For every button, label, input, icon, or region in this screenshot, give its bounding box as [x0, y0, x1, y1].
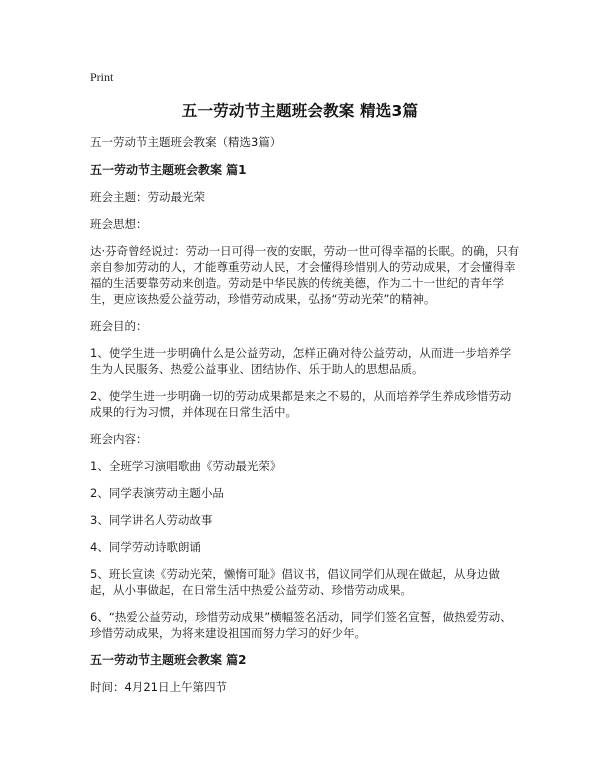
content-item: 1、全班学习演唱歌曲《劳动最光荣》 — [90, 459, 282, 473]
section-2-heading: 五一劳动节主题班会教案 篇2 — [90, 653, 247, 667]
meeting-thought-label: 班会思想： — [90, 217, 148, 231]
meeting-theme: 班会主题：劳动最光荣 — [90, 190, 205, 204]
meeting-content-label: 班会内容： — [90, 432, 148, 446]
content-item: 2、同学表演劳动主题小品 — [90, 486, 224, 500]
content-item: 6、“热爱公益劳动，珍惜劳动成果”横幅签名活动，同学们签名宣誓，做热爱劳动、珍惜劳动成果，为将来建设祖国而努力学习的好少年。 — [90, 610, 512, 640]
document-title: 五一劳动节主题班会教案 精选3篇 — [181, 102, 419, 120]
meeting-time: 时间：4月21日上午第四节 — [90, 680, 227, 694]
content-item: 5、班长宣读《劳动光荣，懒惰可耻》倡议书，倡议同学们从现在做起，从身边做起，从小事做起，在日常生活中热爱公益劳动、珍惜劳动成果。 — [90, 567, 500, 597]
goal-item: 1、使学生进一步明确什么是公益劳动，怎样正确对待公益劳动，从而进一步培养学生为人民服务、热爱公益事业、团结协作、乐于助人的思想品质。 — [90, 346, 512, 376]
goal-item: 2、使学生进一步明确一切的劳动成果都是来之不易的，从而培养学生养成珍惜劳动成果的行为习惯，并体现在日常生活中。 — [90, 389, 512, 419]
content-item: 4、同学劳动诗歌朗诵 — [90, 540, 201, 554]
meeting-goal-label: 班会目的： — [90, 319, 148, 333]
meeting-thought-text: 达·芬奇曾经说过：劳动一日可得一夜的安眠，劳动一世可得幸福的长眠。的确，只有亲自参加劳动的人，才能尊重劳动人民，才会懂得珍惜别人的劳动成果，才会懂得幸福的生活要靠劳动来创造。劳动是中华民族的传统美德，作为二十一世纪的青年学生，更应该热爱公益劳动，珍惜劳动成果，弘扬“劳动光荣”的精神。 — [90, 244, 520, 306]
section-1-heading: 五一劳动节主题班会教案 篇1 — [90, 163, 247, 177]
subtitle: 五一劳动节主题班会教案（精选3篇） — [90, 135, 282, 149]
content-item: 3、同学讲名人劳动故事 — [90, 513, 213, 527]
document-body — [90, 134, 520, 695]
print-link[interactable]: Print — [90, 70, 114, 84]
